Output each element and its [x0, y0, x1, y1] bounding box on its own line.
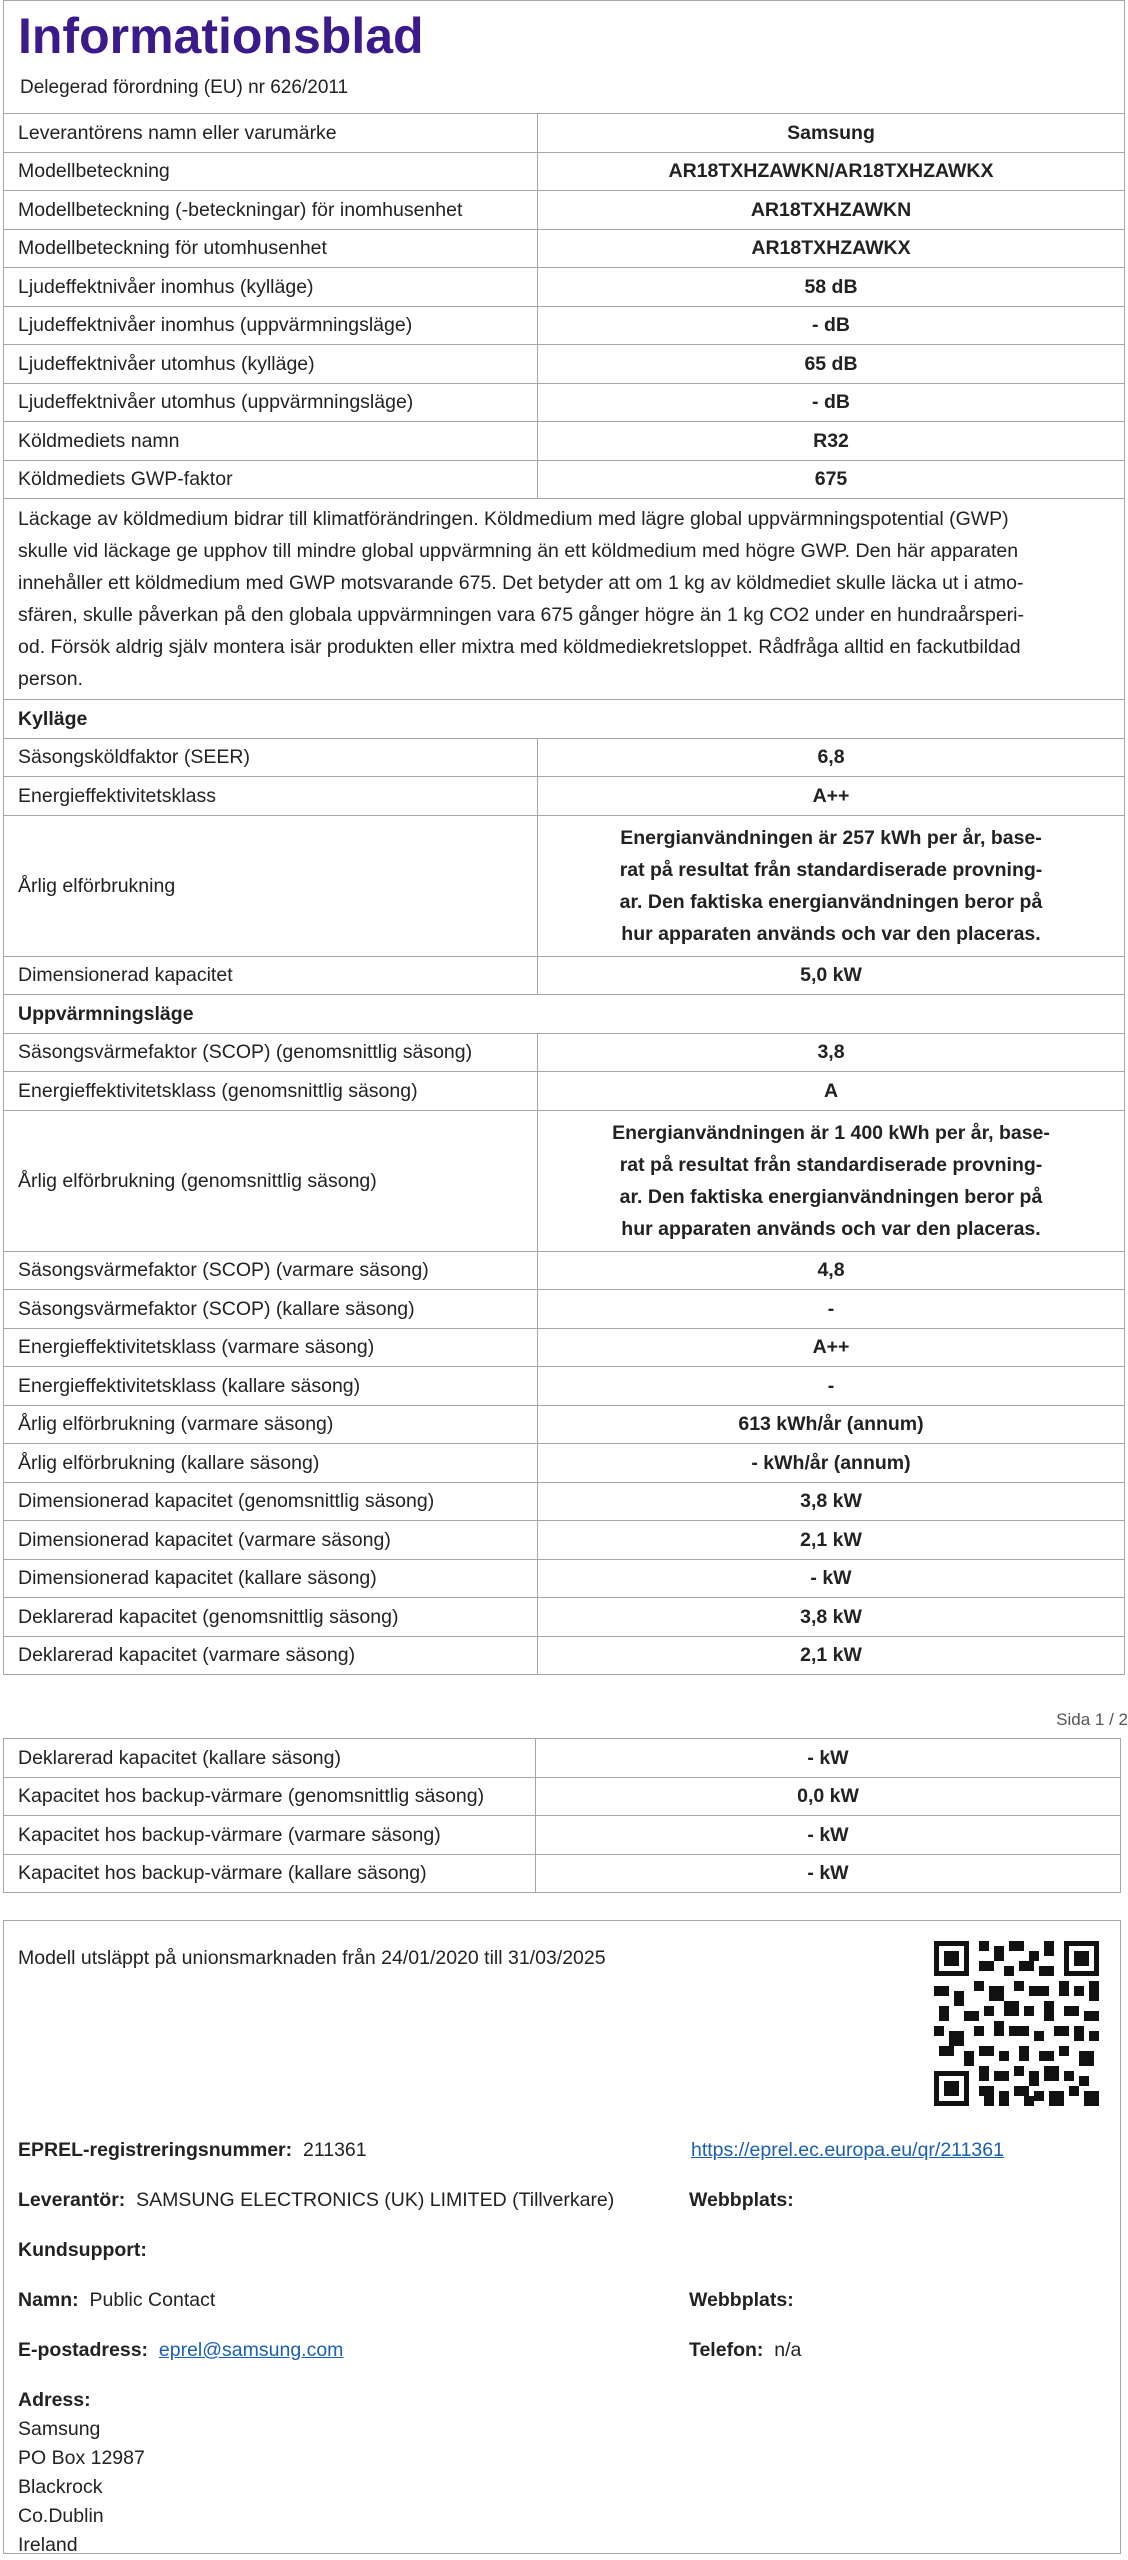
page-2-table: [3, 1738, 1121, 1893]
table-row: [4, 1444, 1125, 1483]
row-value: 3,8: [538, 1033, 1125, 1072]
address-line: Ireland: [18, 2534, 78, 2556]
row-value: - kWh/år (annum): [538, 1444, 1125, 1483]
email-row: [18, 2339, 343, 2362]
leak-info-row: [4, 499, 1125, 700]
website-label: Webbplats:: [689, 2289, 794, 2311]
website-row-2: [689, 2289, 794, 2312]
leak-line: person.: [18, 668, 84, 690]
table-row: [4, 1367, 1125, 1406]
row-label: Modellbeteckning för utomhusenhet: [4, 229, 538, 268]
row-label: Deklarerad kapacitet (genomsnittlig säsong): [4, 1598, 538, 1637]
row-label: Kapacitet hos backup-värmare (varmare säsong): [4, 1816, 536, 1855]
supplier-label: Leverantör:: [18, 2189, 126, 2211]
row-value: - kW: [536, 1816, 1121, 1855]
row-value: 58 dB: [538, 268, 1125, 307]
row-label: Årlig elförbrukning (genomsnittlig säsong): [4, 1110, 538, 1251]
row-label: Köldmediets GWP-faktor: [4, 460, 538, 499]
table-row: [4, 268, 1125, 307]
spec-table-continued: [3, 1738, 1121, 1893]
row-label: Ljudeffektnivåer utomhus (kylläge): [4, 345, 538, 384]
info-sheet: [3, 0, 1125, 1675]
supplier-row: [18, 2189, 614, 2212]
table-row: [4, 1328, 1125, 1367]
row-value: A++: [538, 777, 1125, 816]
supplier-value: SAMSUNG ELECTRONICS (UK) LIMITED (Tillverkare): [136, 2189, 615, 2211]
email-label: E-postadress:: [18, 2339, 149, 2361]
table-row: [4, 1482, 1125, 1521]
phone-label: Telefon:: [689, 2339, 764, 2361]
table-row: [4, 152, 1125, 191]
page-indicator: Sida 1 / 2: [1056, 1710, 1128, 1729]
row-value: A: [538, 1072, 1125, 1111]
value-line: Energianvändningen är 257 kWh per år, base-: [620, 826, 1042, 849]
row-label: Deklarerad kapacitet (kallare säsong): [4, 1739, 536, 1778]
eprel-link-row: [691, 2139, 1004, 2162]
market-dates: Modell utsläppt på unionsmarknaden från 24/01/2020 till 31/03/2025: [18, 1947, 606, 1969]
row-value: AR18TXHZAWKN: [538, 191, 1125, 230]
leak-line: od. Försök aldrig själv montera isär produkten eller mixtra med köldmediekretsloppet. Rådfråga alltid en fackutbildad: [18, 636, 1021, 658]
row-value: - kW: [536, 1739, 1121, 1778]
row-label: Ljudeffektnivåer inomhus (kylläge): [4, 268, 538, 307]
address-line: Samsung: [18, 2418, 101, 2440]
leak-line: Läckage av köldmedium bidrar till klimatförändringen. Köldmedium med lägre global uppvärmningspotential (GWP): [18, 508, 1009, 530]
row-value: 5,0 kW: [538, 956, 1125, 995]
support-label: Kundsupport:: [18, 2239, 147, 2261]
name-value: Public Contact: [89, 2289, 216, 2311]
row-label: Deklarerad kapacitet (varmare säsong): [4, 1636, 538, 1675]
row-label: Säsongsvärmefaktor (SCOP) (genomsnittlig säsong): [4, 1033, 538, 1072]
table-row: [4, 1854, 1121, 1893]
row-value: AR18TXHZAWKX: [538, 229, 1125, 268]
table-row: [4, 738, 1125, 777]
table-row: [4, 1251, 1125, 1290]
row-label: Kapacitet hos backup-värmare (genomsnittlig säsong): [4, 1777, 536, 1816]
row-label: Kapacitet hos backup-värmare (kallare säsong): [4, 1854, 536, 1893]
spec-table: [3, 113, 1125, 1675]
value-line: hur apparaten används och var den placeras.: [621, 922, 1041, 945]
value-line: ar. Den faktiska energianvändningen beror på: [619, 1185, 1043, 1208]
email-link[interactable]: eprel@samsung.com: [158, 2339, 344, 2361]
eprel-link[interactable]: https://eprel.ec.europa.eu/qr/211361: [691, 2139, 1004, 2161]
contact-name-row: [18, 2289, 215, 2312]
table-row: [4, 191, 1125, 230]
row-value: -: [538, 1290, 1125, 1329]
row-label: Säsongsvärmefaktor (SCOP) (kallare säsong): [4, 1290, 538, 1329]
address-line: Blackrock: [18, 2476, 103, 2498]
row-label: Säsongsköldfaktor (SEER): [4, 738, 538, 777]
table-row: [4, 345, 1125, 384]
leak-paragraph: [4, 499, 1125, 700]
row-label: Modellbeteckning: [4, 152, 538, 191]
section-heating: [4, 995, 1125, 1034]
eprel-label: EPREL-registreringsnummer:: [18, 2139, 293, 2161]
row-value: AR18TXHZAWKN/AR18TXHZAWKX: [538, 152, 1125, 191]
table-row: [4, 1110, 1125, 1251]
table-row: [4, 1521, 1125, 1560]
row-label: Energieffektivitetsklass (kallare säsong): [4, 1367, 538, 1406]
row-value: - kW: [538, 1559, 1125, 1598]
row-label: Ljudeffektnivåer utomhus (uppvärmningsläge): [4, 383, 538, 422]
row-value: 4,8: [538, 1251, 1125, 1290]
row-value: R32: [538, 422, 1125, 461]
row-value: 675: [538, 460, 1125, 499]
row-value: 0,0 kW: [536, 1777, 1121, 1816]
row-label: Årlig elförbrukning: [4, 815, 538, 956]
table-row: [4, 1290, 1125, 1329]
row-label: Energieffektivitetsklass (varmare säsong): [4, 1328, 538, 1367]
name-label: Namn:: [18, 2289, 79, 2311]
leak-line: innehåller ett köldmedium med GWP motsvarande 675. Det betyder att om 1 kg av köldmediet skulle läcka ut i atmo-: [18, 572, 1024, 594]
table-row: [4, 383, 1125, 422]
row-label: Säsongsvärmefaktor (SCOP) (varmare säsong): [4, 1251, 538, 1290]
header: [3, 0, 1125, 113]
table-row: [4, 1636, 1125, 1675]
page-subtitle: Delegerad förordning (EU) nr 626/2011: [20, 77, 349, 98]
row-value: -: [538, 1367, 1125, 1406]
website-row-1: [689, 2189, 794, 2212]
table-row: [4, 306, 1125, 345]
qr-code-icon: [934, 1941, 1099, 2106]
row-value: - kW: [536, 1854, 1121, 1893]
row-label: Dimensionerad kapacitet (varmare säsong): [4, 1521, 538, 1560]
value-line: hur apparaten används och var den placeras.: [621, 1217, 1041, 1240]
row-value: - dB: [538, 383, 1125, 422]
leak-line: skulle vid läckage ge upphov till mindre global uppvärmning än ett köldmedium med högre GWP. Den här apparaten: [18, 540, 1019, 562]
website-label: Webbplats:: [689, 2189, 794, 2211]
table-row: [4, 1777, 1121, 1816]
row-label: Ljudeffektnivåer inomhus (uppvärmningsläge): [4, 306, 538, 345]
row-value: A++: [538, 1328, 1125, 1367]
address-label: Adress:: [18, 2389, 91, 2411]
address-line: PO Box 12987: [18, 2447, 145, 2469]
phone-value: n/a: [774, 2339, 802, 2361]
row-value: [538, 815, 1125, 956]
row-value: 3,8 kW: [538, 1598, 1125, 1637]
table-row: [4, 460, 1125, 499]
eprel-number: 211361: [303, 2139, 367, 2161]
table-row: [4, 1598, 1125, 1637]
row-value: 2,1 kW: [538, 1521, 1125, 1560]
table-row: [4, 956, 1125, 995]
value-line: Energianvändningen är 1 400 kWh per år, base-: [612, 1121, 1050, 1144]
row-label: Årlig elförbrukning (kallare säsong): [4, 1444, 538, 1483]
table-row: [4, 114, 1125, 153]
section-title: Kylläge: [4, 700, 1125, 739]
row-value: 3,8 kW: [538, 1482, 1125, 1521]
row-label: Dimensionerad kapacitet: [4, 956, 538, 995]
row-value: 65 dB: [538, 345, 1125, 384]
eprel-row: [18, 2139, 367, 2162]
table-row: [4, 1072, 1125, 1111]
row-label: Energieffektivitetsklass (genomsnittlig säsong): [4, 1072, 538, 1111]
supplier-info-box: [3, 1920, 1121, 2554]
address-line: Co.Dublin: [18, 2505, 104, 2527]
table-row: [4, 1739, 1121, 1778]
section-cooling: [4, 700, 1125, 739]
support-row: [18, 2239, 147, 2262]
row-label: Köldmediets namn: [4, 422, 538, 461]
value-line: rat på resultat från standardiserade provning-: [619, 1153, 1043, 1176]
table-row: [4, 229, 1125, 268]
row-value: [538, 1110, 1125, 1251]
row-value: 6,8: [538, 738, 1125, 777]
row-label: Dimensionerad kapacitet (kallare säsong): [4, 1559, 538, 1598]
value-line: rat på resultat från standardiserade provning-: [619, 858, 1043, 881]
row-value: Samsung: [538, 114, 1125, 153]
page-title: Informationsblad: [18, 8, 424, 64]
value-line: ar. Den faktiska energianvändningen beror på: [619, 890, 1043, 913]
table-row: [4, 1816, 1121, 1855]
table-row: [4, 422, 1125, 461]
row-value: - dB: [538, 306, 1125, 345]
table-row: [4, 1559, 1125, 1598]
row-label: Leverantörens namn eller varumärke: [4, 114, 538, 153]
leak-line: sfären, skulle påverkan på den globala uppvärmningen vara 675 gånger högre än 1 kg CO2 under en hundraårsperi-: [18, 604, 1024, 626]
table-row: [4, 1405, 1125, 1444]
row-value: 2,1 kW: [538, 1636, 1125, 1675]
phone-row: [689, 2339, 801, 2362]
row-label: Modellbeteckning (-beteckningar) för inomhusenhet: [4, 191, 538, 230]
row-label: Dimensionerad kapacitet (genomsnittlig säsong): [4, 1482, 538, 1521]
address-block: [18, 2386, 145, 2560]
row-label: Energieffektivitetsklass: [4, 777, 538, 816]
table-row: [4, 815, 1125, 956]
table-row: [4, 777, 1125, 816]
section-title: Uppvärmningsläge: [4, 995, 1125, 1034]
row-label: Årlig elförbrukning (varmare säsong): [4, 1405, 538, 1444]
table-row: [4, 1033, 1125, 1072]
row-value: 613 kWh/år (annum): [538, 1405, 1125, 1444]
